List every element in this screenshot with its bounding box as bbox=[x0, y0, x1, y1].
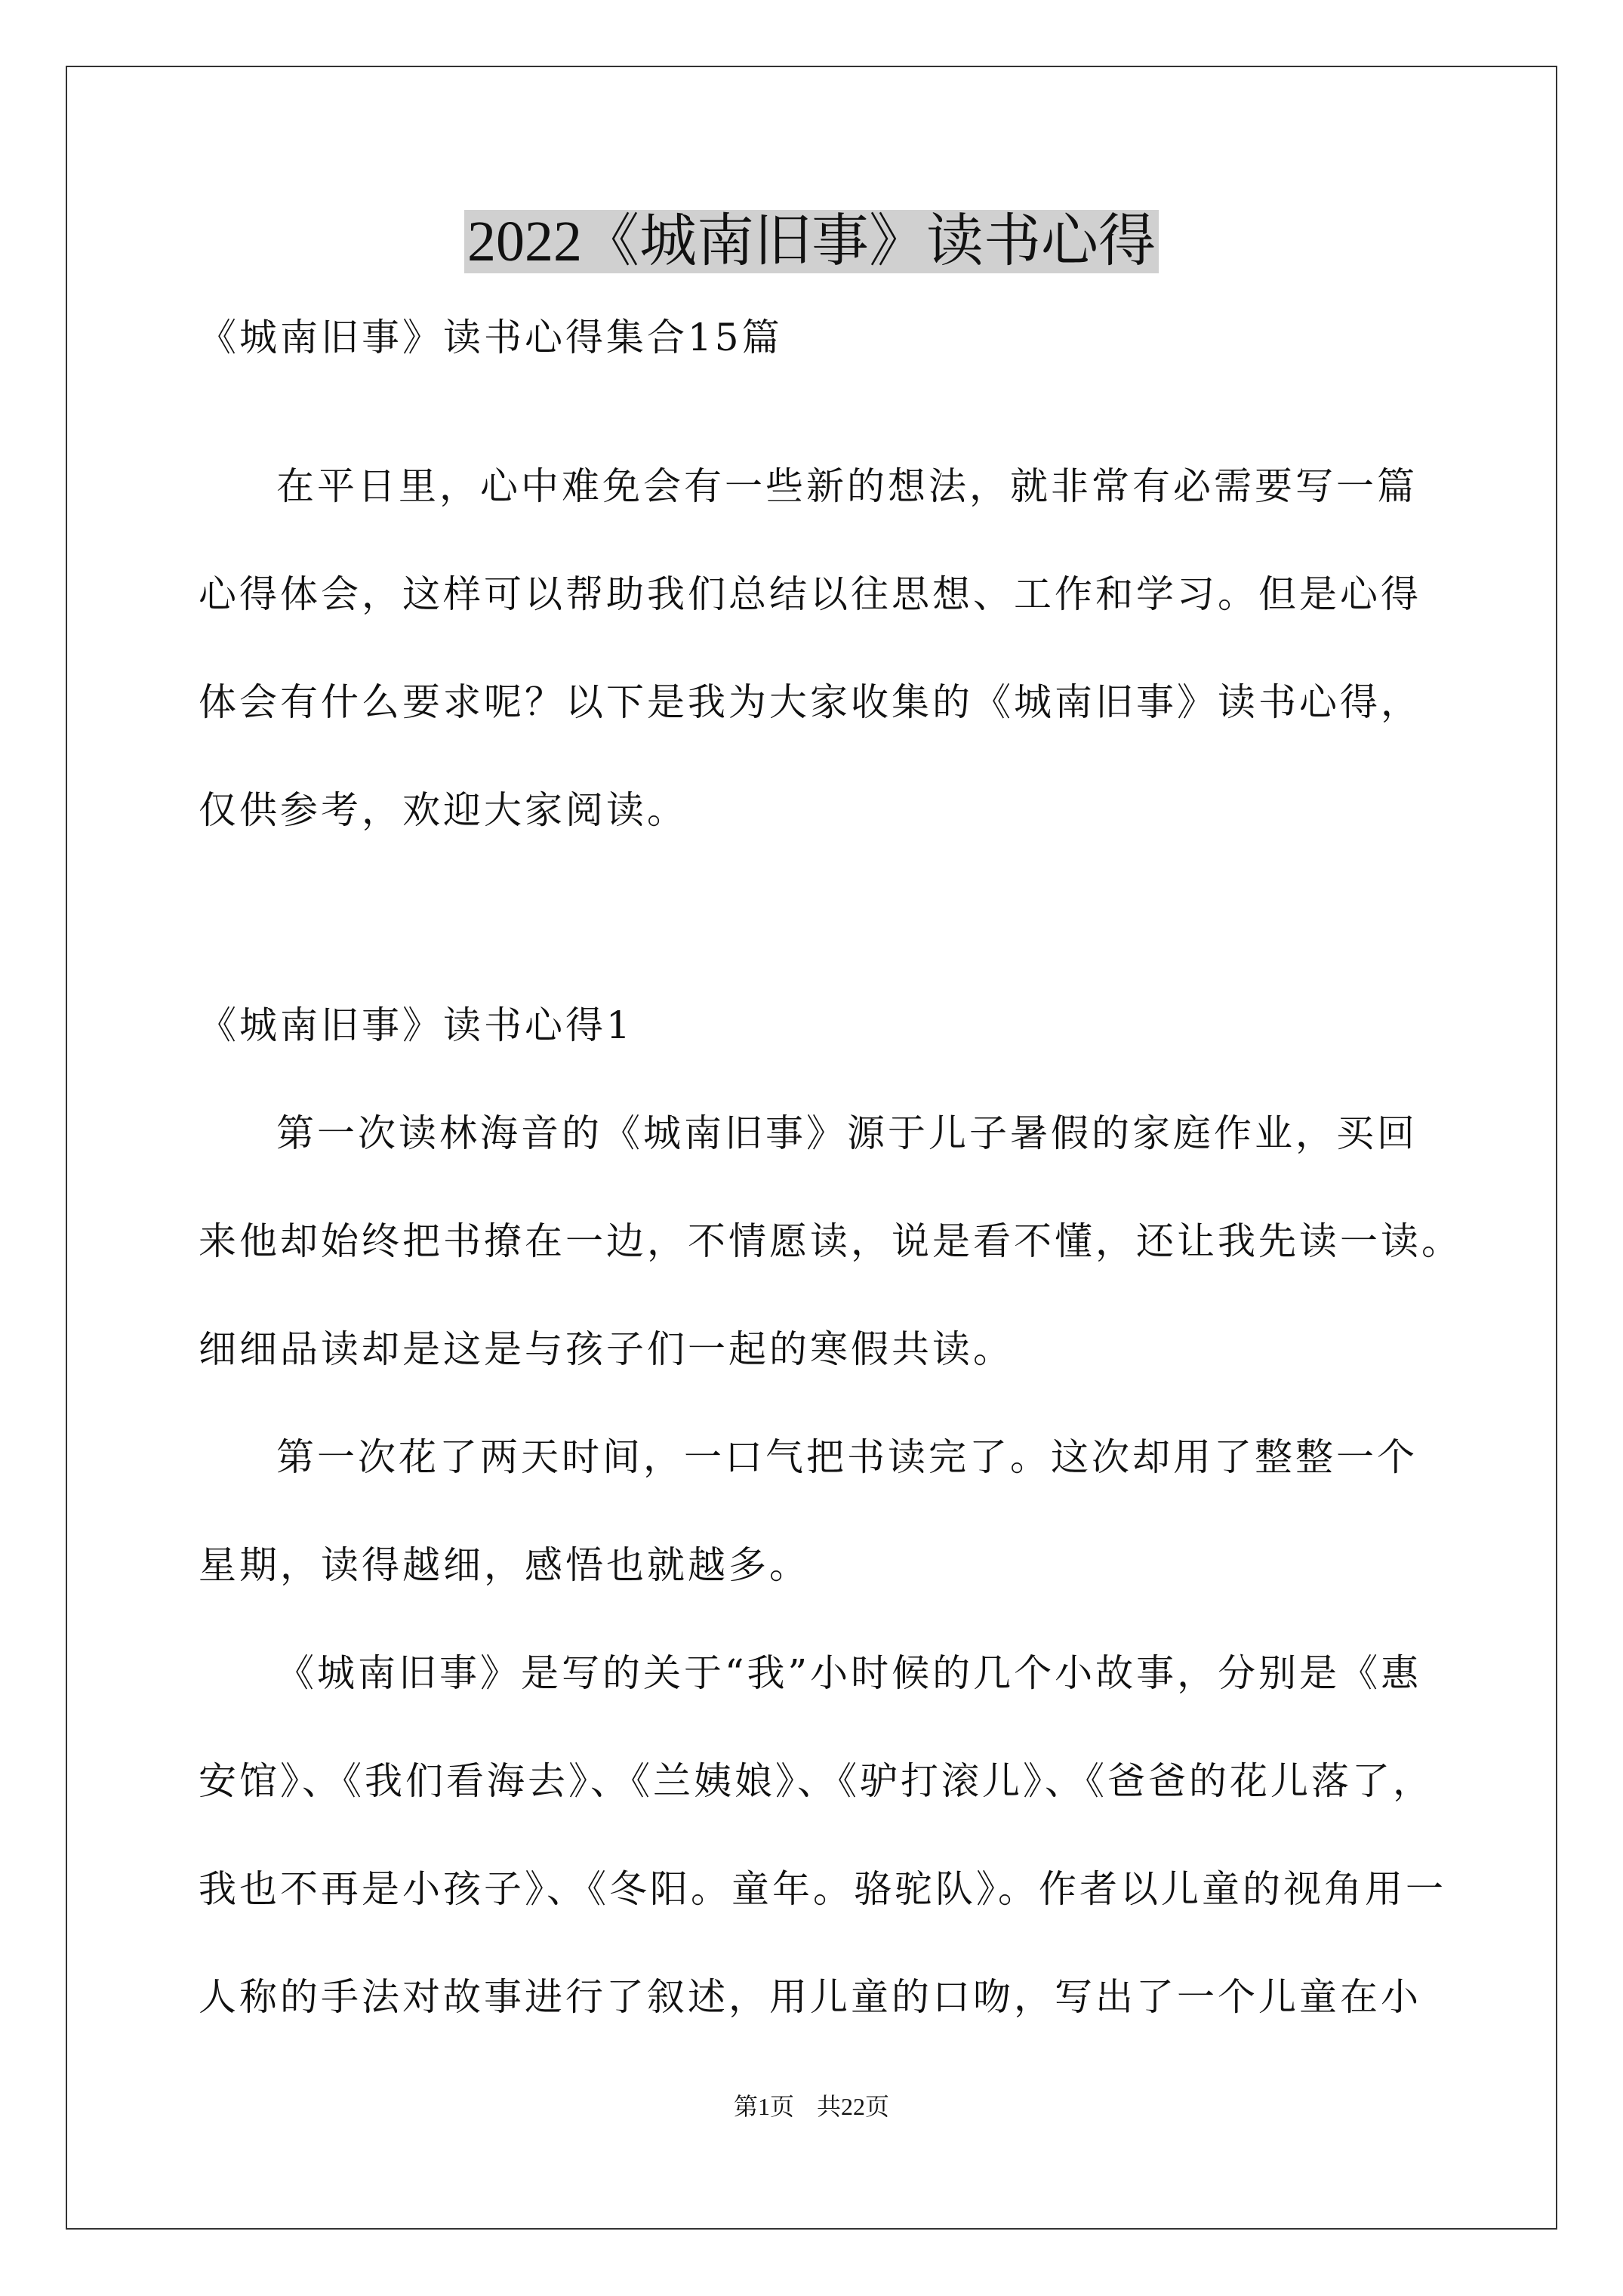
para3-line-3: 我也不再是小孩子》、《冬阳。童年。骆驼队》。作者以儿童的视角用一 bbox=[199, 1867, 1446, 1911]
para1-line-2: 来他却始终把书撩在一边，不情愿读，说是看不懂，还让我先读一读。 bbox=[199, 1219, 1462, 1263]
para2-line-1: 第一次花了两天时间，一口气把书读完了。这次却用了整整一个 bbox=[276, 1435, 1418, 1479]
intro-line-1: 在平日里，心中难免会有一些新的想法，就非常有必需要写一篇 bbox=[276, 464, 1418, 508]
para2-line-2: 星期，读得越细，感悟也就越多。 bbox=[199, 1543, 810, 1587]
intro-line-4: 仅供参考，欢迎大家阅读。 bbox=[199, 788, 688, 832]
page-total: 共22页 bbox=[817, 2093, 890, 2120]
para1-line-3: 细细品读却是这是与孩子们一起的寒假共读。 bbox=[199, 1327, 1014, 1371]
section-heading-1: 《城南旧事》读书心得1 bbox=[199, 1003, 633, 1047]
page-number: 第1页 bbox=[733, 2093, 794, 2120]
page-footer bbox=[0, 2091, 1623, 2122]
para3-line-4: 人称的手法对故事进行了叙述，用儿童的口吻，写出了一个儿童在小 bbox=[199, 1975, 1421, 2019]
intro-line-2: 心得体会，这样可以帮助我们总结以往思想、工作和学习。但是心得 bbox=[199, 572, 1421, 616]
para3-line-2: 安馆》、《我们看海去》、《兰姨娘》、《驴打滚儿》、《爸爸的花儿落了， bbox=[199, 1759, 1434, 1803]
document-subtitle: 《城南旧事》读书心得集合15篇 bbox=[199, 316, 783, 359]
para3-line-1: 《城南旧事》是写的关于“我”小时候的几个小故事，分别是《惠 bbox=[276, 1651, 1422, 1695]
document-title bbox=[0, 204, 1623, 279]
intro-line-3: 体会有什么要求呢？以下是我为大家收集的《城南旧事》读书心得， bbox=[199, 680, 1421, 724]
para1-line-1: 第一次读林海音的《城南旧事》源于儿子暑假的家庭作业，买回 bbox=[276, 1111, 1418, 1155]
document-title-text: 2022《城南旧事》读书心得 bbox=[464, 210, 1159, 273]
